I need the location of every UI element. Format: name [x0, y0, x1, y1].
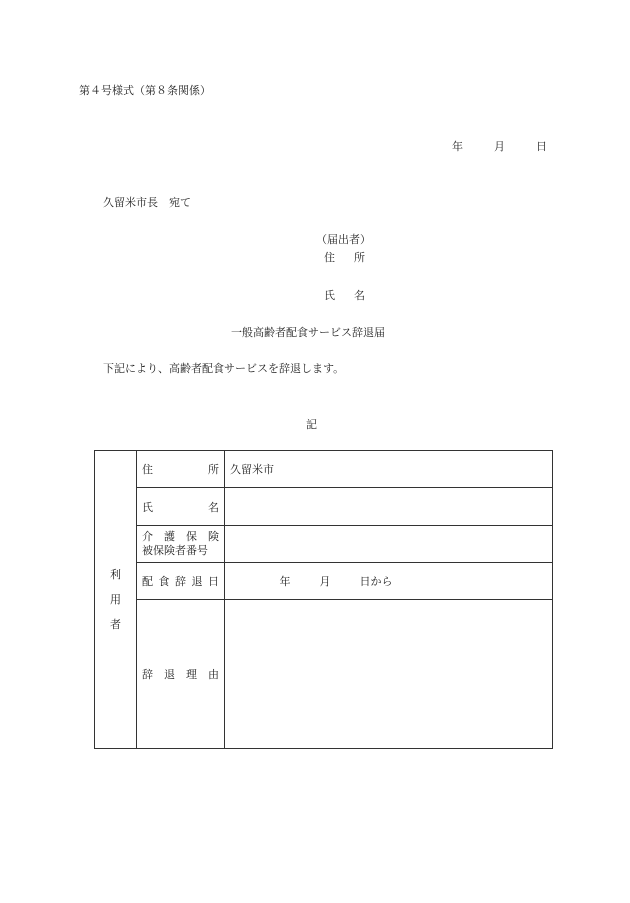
- intro-text: 下記により、高齢者配食サービスを辞退します。: [103, 362, 345, 375]
- name-value[interactable]: [225, 488, 553, 526]
- row-address: [95, 451, 553, 488]
- name-label: [137, 488, 225, 526]
- reason-label-char-4: 由: [208, 668, 219, 681]
- date-month-label: 月: [494, 140, 505, 153]
- document-title: 一般高齢者配食サービス辞退届: [231, 326, 385, 339]
- row-insurance: [95, 526, 553, 563]
- submitter-name-label: [324, 287, 365, 303]
- insurance-value[interactable]: [225, 526, 553, 563]
- side-label-char-1: 利: [110, 568, 121, 581]
- side-label-user: [95, 451, 137, 749]
- address-label-char-2: 所: [208, 463, 219, 476]
- row-reason: [95, 600, 553, 749]
- insurance-label-char-1: 介: [142, 530, 153, 544]
- address-label: [137, 451, 225, 488]
- address-label-char-1: 住: [142, 463, 153, 476]
- decline-date-label-char-4: 退: [191, 575, 203, 588]
- side-label-char-3: 者: [110, 618, 121, 631]
- date-day-label: 日: [536, 140, 547, 153]
- insurance-label: [137, 526, 225, 563]
- decline-date-label-char-3: 辞: [175, 575, 186, 588]
- submitter-address-char-1: 住: [324, 251, 335, 264]
- reason-label: [137, 600, 225, 749]
- reason-label-char-2: 退: [164, 668, 175, 681]
- address-value[interactable]: 久留米市: [225, 451, 553, 488]
- submitter-name-char-2: 名: [354, 289, 365, 302]
- name-label-char-2: 名: [208, 500, 219, 514]
- decline-date-day: 日から: [359, 575, 393, 588]
- decline-date-year: 年: [279, 575, 291, 588]
- row-decline-date: [95, 563, 553, 600]
- submitter-name-char-1: 氏: [324, 289, 335, 302]
- insurance-label-char-4: 険: [208, 530, 219, 544]
- decline-date-label-char-2: 食: [158, 575, 170, 588]
- insurance-label-char-3: 保: [186, 530, 197, 544]
- user-info-table: [94, 450, 553, 749]
- date-year-label: 年: [452, 140, 463, 153]
- decline-date-value[interactable]: [225, 563, 553, 600]
- insurance-label-char-2: 護: [164, 530, 175, 544]
- addressee: 久留米市長 宛て: [103, 196, 191, 209]
- side-label-char-2: 用: [110, 593, 121, 606]
- insurance-label-line2: 被保険者番号: [142, 544, 208, 557]
- submitter-address-char-2: 所: [354, 251, 365, 264]
- reason-label-char-1: 辞: [142, 668, 153, 681]
- reason-value[interactable]: [225, 600, 553, 749]
- form-number: 第４号様式（第８条関係）: [79, 84, 211, 97]
- decline-date-label-char-5: 日: [208, 575, 219, 588]
- decline-date-label: [137, 563, 225, 600]
- date-line: [452, 138, 547, 154]
- submitter-heading: （届出者）: [316, 233, 371, 246]
- name-label-char-1: 氏: [142, 500, 153, 514]
- decline-date-month: 月: [319, 575, 331, 588]
- submitter-address-label: [324, 249, 365, 265]
- reason-label-char-3: 理: [186, 668, 197, 681]
- decline-date-label-char-1: 配: [142, 575, 153, 588]
- row-name: [95, 488, 553, 526]
- ki-heading: 記: [306, 418, 317, 431]
